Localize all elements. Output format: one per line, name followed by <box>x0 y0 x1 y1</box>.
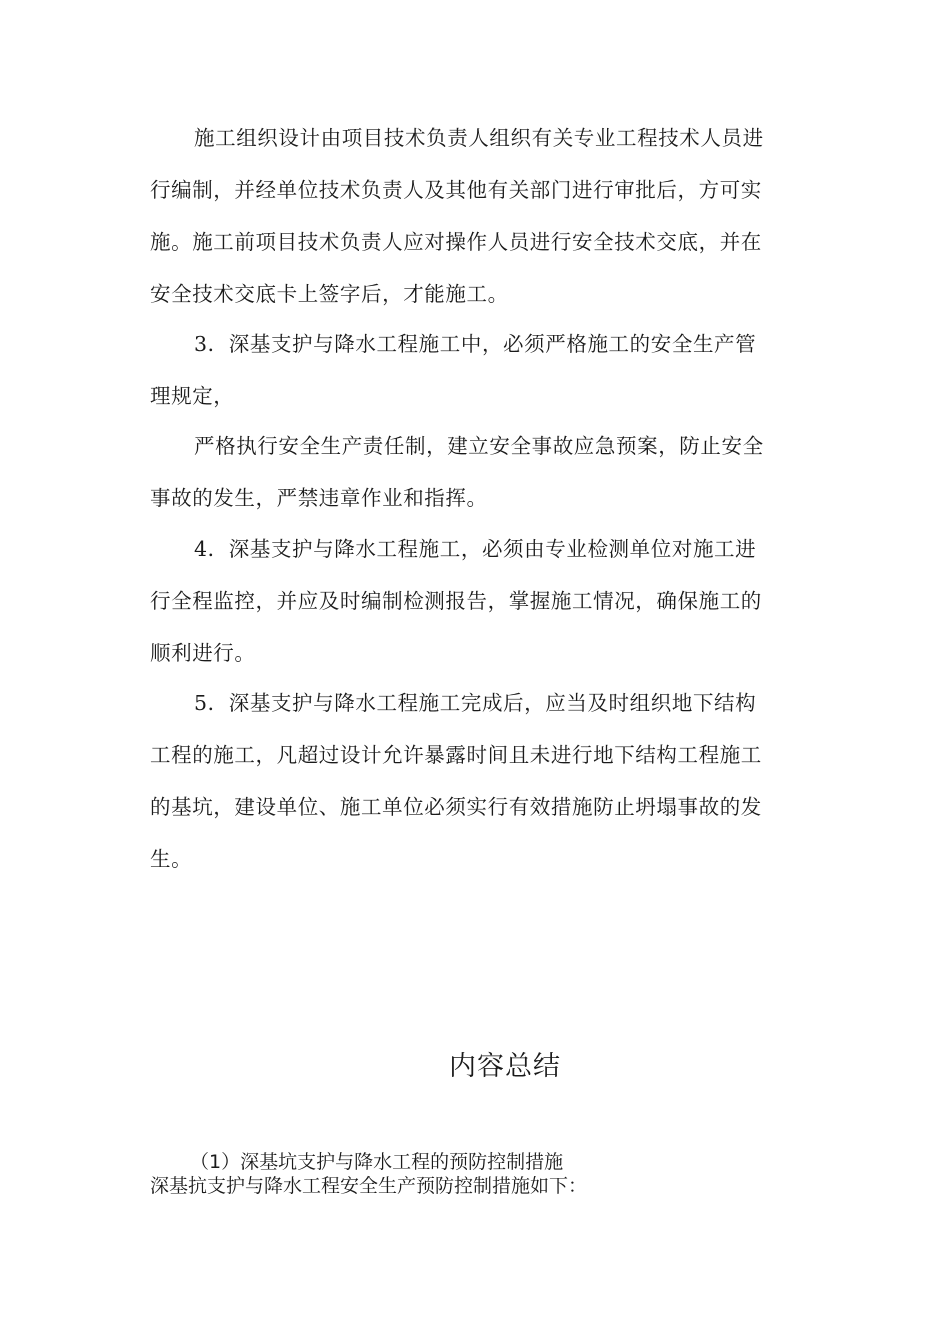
body-text-line: 5．深基支护与降水工程施工完成后，应当及时组织地下结构 <box>194 691 757 715</box>
body-text-line: 严格执行安全生产责任制，建立安全事故应急预案，防止安全 <box>194 434 764 458</box>
summary-heading: （1）深基坑支护与降水工程的预防控制措施 <box>190 1151 564 1173</box>
body-text-line: 行编制，并经单位技术负责人及其他有关部门进行审批后，方可实 <box>150 178 762 202</box>
body-text-line: 施工组织设计由项目技术负责人组织有关专业工程技术人员进 <box>194 126 764 150</box>
body-text-line: 事故的发生，严禁违章作业和指挥。 <box>150 486 488 510</box>
body-text-line: 安全技术交底卡上签字后，才能施工。 <box>150 282 509 306</box>
summary-text: 深基抗支护与降水工程安全生产预防控制措施如下： <box>150 1175 588 1197</box>
body-text-line: 工程的施工，凡超过设计允许暴露时间且未进行地下结构工程施工 <box>150 743 762 767</box>
body-text-line: 理规定， <box>150 384 235 408</box>
body-text-line: 顺利进行。 <box>150 641 256 665</box>
body-text-line: 行全程监控，并应及时编制检测报告，掌握施工情况，确保施工的 <box>150 589 762 613</box>
summary-title: 内容总结 <box>449 1051 561 1082</box>
body-text-line: 生。 <box>150 847 193 871</box>
body-text-line: 4．深基支护与降水工程施工，必须由专业检测单位对施工进 <box>194 537 757 561</box>
body-text-line: 施。施工前项目技术负责人应对操作人员进行安全技术交底，并在 <box>150 230 762 254</box>
body-text-line: 的基坑，建设单位、施工单位必须实行有效措施防止坍塌事故的发 <box>150 795 762 819</box>
body-text-line: 3．深基支护与降水工程施工中，必须严格施工的安全生产管 <box>194 332 757 356</box>
